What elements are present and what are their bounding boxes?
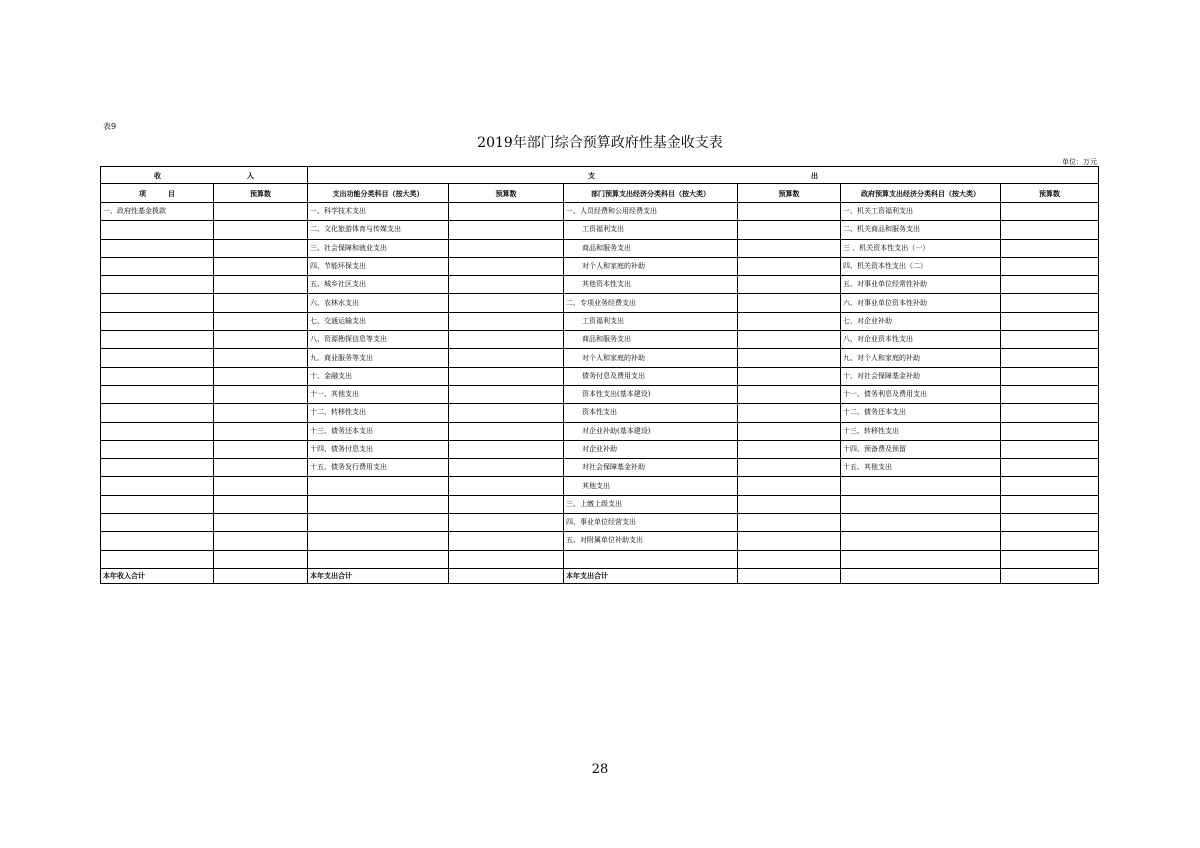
dept-total-label: 本年支出合计 xyxy=(564,568,738,583)
budget-cell xyxy=(738,385,841,403)
func-item: 十二、转移性支出 xyxy=(308,404,449,422)
func-item: 五、城乡社区支出 xyxy=(308,276,449,294)
dept-item: 其他支出 xyxy=(564,477,738,495)
dept-item: 对个人和家庭的补助 xyxy=(564,257,738,275)
budget-cell xyxy=(214,422,308,440)
income-item xyxy=(101,312,214,330)
budget-cell xyxy=(738,331,841,349)
income-item xyxy=(101,477,214,495)
income-item xyxy=(101,367,214,385)
gov-item: 十五、其他支出 xyxy=(841,459,1001,477)
budget-cell xyxy=(1001,532,1099,550)
budget-cell xyxy=(1001,550,1099,568)
income-item xyxy=(101,495,214,513)
income-group-header: 收 入 xyxy=(101,167,308,184)
budget-cell xyxy=(1001,477,1099,495)
budget-cell xyxy=(449,385,564,403)
gov-item: 一、机关工资福利支出 xyxy=(841,203,1001,221)
budget-cell xyxy=(738,221,841,239)
dept-item: 一、人员经费和公用经费支出 xyxy=(564,203,738,221)
income-item xyxy=(101,440,214,458)
budget-cell xyxy=(738,312,841,330)
budget-cell xyxy=(449,514,564,532)
budget-cell xyxy=(738,568,841,583)
group-header-row xyxy=(101,167,1099,184)
dept-item: 四、事业单位经营支出 xyxy=(564,514,738,532)
dept-item: 资本性支出 xyxy=(564,404,738,422)
budget-cell xyxy=(1001,495,1099,513)
budget-cell xyxy=(214,568,308,583)
unit-label: 单位：万元 xyxy=(1062,158,1097,166)
gov-item: 七、对企业补助 xyxy=(841,312,1001,330)
budget-cell xyxy=(1001,331,1099,349)
budget-cell xyxy=(449,459,564,477)
budget-cell xyxy=(1001,203,1099,221)
func-item xyxy=(308,550,449,568)
gov-item xyxy=(841,532,1001,550)
gov-item: 二、机关商品和服务支出 xyxy=(841,221,1001,239)
table-row xyxy=(101,367,1099,385)
dept-item: 对企业补助 xyxy=(564,440,738,458)
gov-item: 十二、债务还本支出 xyxy=(841,404,1001,422)
func-item: 十五、债务发行费用支出 xyxy=(308,459,449,477)
budget-cell xyxy=(1001,568,1099,583)
func-item: 十四、债务付息支出 xyxy=(308,440,449,458)
budget-cell xyxy=(449,477,564,495)
income-item xyxy=(101,550,214,568)
budget-cell xyxy=(214,514,308,532)
gov-item xyxy=(841,477,1001,495)
dept-item: 工资福利支出 xyxy=(564,221,738,239)
func-item: 四、节能环保支出 xyxy=(308,257,449,275)
budget-table xyxy=(100,166,1099,584)
budget-cell xyxy=(738,294,841,312)
gov-item: 五、对事业单位经常性补助 xyxy=(841,276,1001,294)
gov-item: 十三、转移性支出 xyxy=(841,422,1001,440)
budget-cell xyxy=(214,239,308,257)
func-item: 八、资源勘探信息等支出 xyxy=(308,331,449,349)
budget-cell xyxy=(449,331,564,349)
func-item: 十三、债务还本支出 xyxy=(308,422,449,440)
budget-cell xyxy=(449,532,564,550)
budget-cell xyxy=(738,440,841,458)
page-number: 28 xyxy=(591,762,609,777)
income-item: 一、政府性基金拨款 xyxy=(101,203,214,221)
func-item xyxy=(308,514,449,532)
dept-class-header: 部门预算支出经济分类科目（按大类） xyxy=(564,184,738,203)
gov-item: 九、对个人和家庭的补助 xyxy=(841,349,1001,367)
budget-cell xyxy=(1001,239,1099,257)
budget-cell xyxy=(1001,312,1099,330)
income-item xyxy=(101,532,214,550)
gov-item: 四、机关资本性支出（二） xyxy=(841,257,1001,275)
budget-cell xyxy=(449,349,564,367)
budget-cell xyxy=(841,568,1001,583)
table-row xyxy=(101,532,1099,550)
budget-cell xyxy=(738,257,841,275)
income-total-label: 本年收入合计 xyxy=(101,568,214,583)
dept-item: 对企业补助(基本建设) xyxy=(564,422,738,440)
budget-cell xyxy=(449,257,564,275)
totals-row xyxy=(101,568,1099,583)
income-item xyxy=(101,349,214,367)
table-row xyxy=(101,440,1099,458)
dept-item: 商品和服务支出 xyxy=(564,239,738,257)
func-class-header: 支出功能分类科目（按大类） xyxy=(308,184,449,203)
gov-item: 三 、机关资本性支出（一） xyxy=(841,239,1001,257)
budget-cell xyxy=(449,404,564,422)
table-row xyxy=(101,404,1099,422)
column-header-row xyxy=(101,184,1099,203)
table-row xyxy=(101,276,1099,294)
gov-item: 十、对社会保障基金补助 xyxy=(841,367,1001,385)
table-row xyxy=(101,550,1099,568)
table-row xyxy=(101,477,1099,495)
func-item: 一、科学技术支出 xyxy=(308,203,449,221)
dept-item: 工资福利支出 xyxy=(564,312,738,330)
budget-cell xyxy=(214,312,308,330)
budget-cell xyxy=(738,404,841,422)
budget-header: 预算数 xyxy=(1001,184,1099,203)
budget-cell xyxy=(214,221,308,239)
budget-cell xyxy=(1001,404,1099,422)
budget-cell xyxy=(1001,276,1099,294)
budget-cell xyxy=(214,331,308,349)
income-item xyxy=(101,404,214,422)
income-item xyxy=(101,331,214,349)
budget-cell xyxy=(214,276,308,294)
budget-cell xyxy=(214,495,308,513)
dept-item xyxy=(564,550,738,568)
func-item: 六、农林水支出 xyxy=(308,294,449,312)
budget-cell xyxy=(1001,221,1099,239)
gov-item: 六、对事业单位资本性补助 xyxy=(841,294,1001,312)
dept-item: 其他资本性支出 xyxy=(564,276,738,294)
income-item xyxy=(101,514,214,532)
budget-cell xyxy=(214,440,308,458)
income-item xyxy=(101,276,214,294)
gov-item xyxy=(841,550,1001,568)
budget-cell xyxy=(214,257,308,275)
budget-cell xyxy=(214,367,308,385)
budget-cell xyxy=(738,367,841,385)
budget-cell xyxy=(738,459,841,477)
budget-cell xyxy=(1001,349,1099,367)
budget-cell xyxy=(214,385,308,403)
table-row xyxy=(101,349,1099,367)
budget-cell xyxy=(1001,514,1099,532)
table-row xyxy=(101,459,1099,477)
func-item: 二、文化旅游体育与传媒支出 xyxy=(308,221,449,239)
dept-item: 商品和服务支出 xyxy=(564,331,738,349)
income-item xyxy=(101,459,214,477)
budget-cell xyxy=(738,239,841,257)
table-row xyxy=(101,331,1099,349)
budget-header: 预算数 xyxy=(449,184,564,203)
budget-cell xyxy=(1001,422,1099,440)
table-row xyxy=(101,514,1099,532)
gov-item xyxy=(841,514,1001,532)
budget-cell xyxy=(738,514,841,532)
income-item xyxy=(101,221,214,239)
dept-item: 三、上缴上级支出 xyxy=(564,495,738,513)
budget-cell xyxy=(449,276,564,294)
budget-cell xyxy=(214,203,308,221)
budget-cell xyxy=(738,495,841,513)
table-number: 表9 xyxy=(103,122,117,131)
gov-item: 十一、债务利息及费用支出 xyxy=(841,385,1001,403)
func-item: 三、社会保障和就业支出 xyxy=(308,239,449,257)
func-item: 九、商业服务等支出 xyxy=(308,349,449,367)
func-item xyxy=(308,477,449,495)
table-row xyxy=(101,385,1099,403)
budget-cell xyxy=(738,477,841,495)
func-item: 十一、其他支出 xyxy=(308,385,449,403)
budget-cell xyxy=(449,422,564,440)
budget-cell xyxy=(449,203,564,221)
income-item xyxy=(101,422,214,440)
budget-cell xyxy=(449,239,564,257)
func-item xyxy=(308,532,449,550)
expense-group-header: 支 出 xyxy=(308,167,1099,184)
budget-cell xyxy=(214,404,308,422)
dept-item: 对社会保障基金补助 xyxy=(564,459,738,477)
func-item: 七、交通运输支出 xyxy=(308,312,449,330)
table-row xyxy=(101,294,1099,312)
budget-cell xyxy=(214,477,308,495)
budget-cell xyxy=(1001,385,1099,403)
gov-item xyxy=(841,495,1001,513)
income-item xyxy=(101,239,214,257)
budget-cell xyxy=(1001,440,1099,458)
income-item xyxy=(101,257,214,275)
table-row xyxy=(101,203,1099,221)
table-row xyxy=(101,221,1099,239)
budget-cell xyxy=(738,422,841,440)
budget-cell xyxy=(214,532,308,550)
func-item: 十、金融支出 xyxy=(308,367,449,385)
dept-item: 资本性支出(基本建设) xyxy=(564,385,738,403)
budget-cell xyxy=(1001,459,1099,477)
gov-item: 十四、预备费及预留 xyxy=(841,440,1001,458)
budget-cell xyxy=(449,550,564,568)
budget-header: 预算数 xyxy=(738,184,841,203)
budget-cell xyxy=(738,532,841,550)
budget-header: 预算数 xyxy=(214,184,308,203)
budget-cell xyxy=(449,568,564,583)
income-item xyxy=(101,294,214,312)
budget-cell xyxy=(214,550,308,568)
budget-cell xyxy=(738,276,841,294)
table-row xyxy=(101,312,1099,330)
income-item xyxy=(101,385,214,403)
item-header: 项 目 xyxy=(101,184,214,203)
budget-cell xyxy=(738,349,841,367)
gov-class-header: 政府预算支出经济分类科目（按大类） xyxy=(841,184,1001,203)
budget-cell xyxy=(449,221,564,239)
dept-item: 债务付息及费用支出 xyxy=(564,367,738,385)
budget-cell xyxy=(214,294,308,312)
dept-item: 二、专项业务经费支出 xyxy=(564,294,738,312)
budget-cell xyxy=(449,367,564,385)
table-row xyxy=(101,257,1099,275)
page-title: 2019年部门综合预算政府性基金收支表 xyxy=(477,135,723,151)
budget-cell xyxy=(1001,257,1099,275)
table-row xyxy=(101,422,1099,440)
table-row xyxy=(101,495,1099,513)
budget-cell xyxy=(214,349,308,367)
budget-cell xyxy=(214,459,308,477)
dept-item: 对个人和家庭的补助 xyxy=(564,349,738,367)
dept-item: 五、对附属单位补助支出 xyxy=(564,532,738,550)
expense-total-label: 本年支出合计 xyxy=(308,568,449,583)
budget-cell xyxy=(449,312,564,330)
budget-cell xyxy=(738,203,841,221)
budget-cell xyxy=(449,440,564,458)
gov-item: 八、对企业资本性支出 xyxy=(841,331,1001,349)
budget-cell xyxy=(449,294,564,312)
budget-cell xyxy=(449,495,564,513)
budget-cell xyxy=(1001,294,1099,312)
budget-cell xyxy=(738,550,841,568)
budget-cell xyxy=(1001,367,1099,385)
func-item xyxy=(308,495,449,513)
table-row xyxy=(101,239,1099,257)
